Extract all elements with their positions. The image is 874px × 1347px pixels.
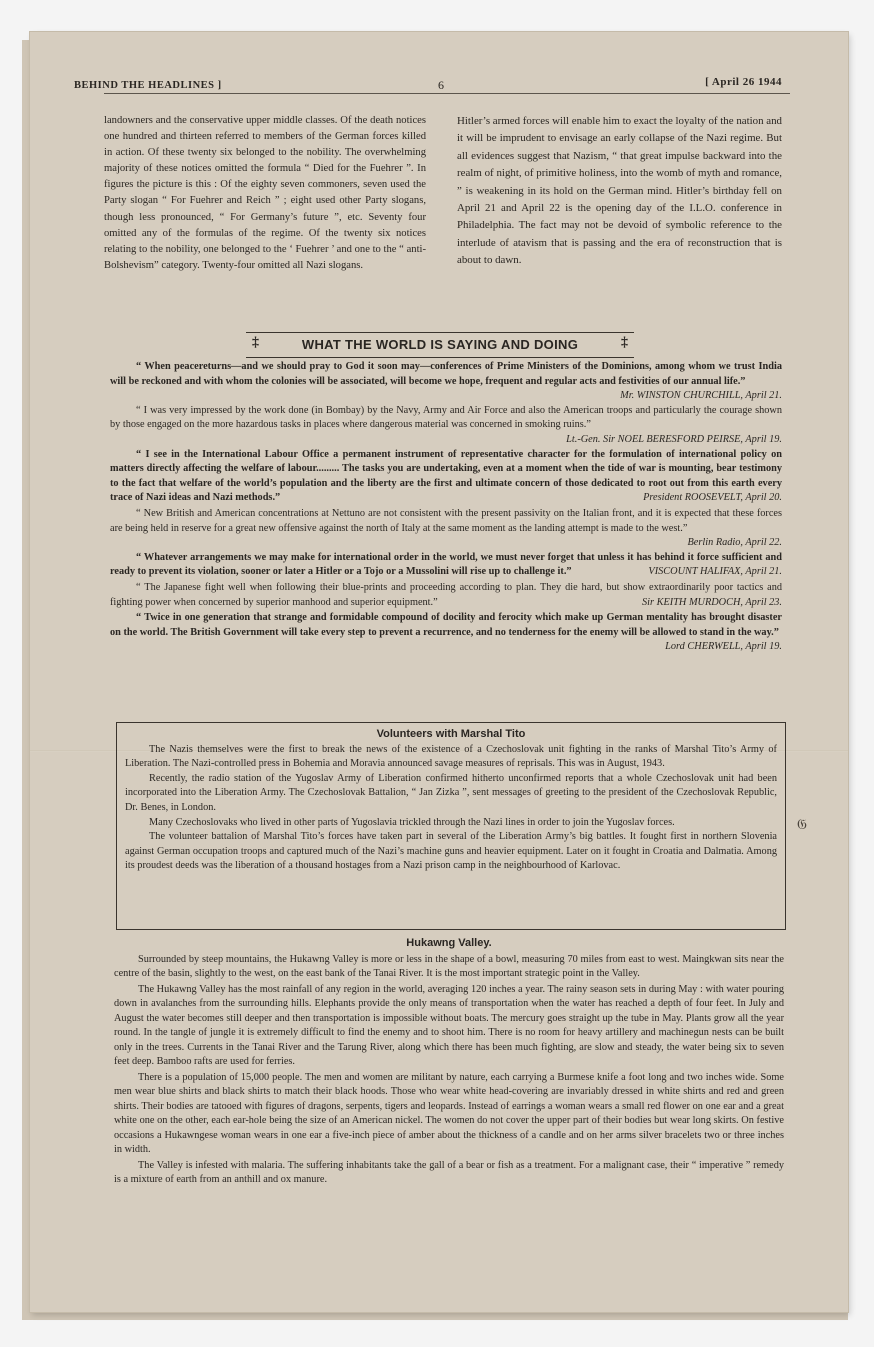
hukawng-paragraph: The Hukawng Valley has the most rainfall of any region in the world, averaging 120 inches a year. The rainy season sets in during May : with water pouring down in avalanches from the surrounding hills. Elephants provide the only means of transportation when the water has reached a depth of four feet. In July and August the water becomes still deeper and then transportation is impossible without boats. The mercury goes straight up the tube in May. Plants grow all the year round. In the tangle of jungle it is extremely difficult to find the enemy and to shoot him. There is no room for heavy artillery and machinegun nests can be built only in the trees. Currents in the Tanai River and the Tarung River, along which there has been much fighting, are slow and steady, the water being six to seven feet deep. Bamboo rafts are used for ferries. xyxy=(114,983,784,1067)
quote-roosevelt xyxy=(110,448,782,506)
section-title: WHAT THE WORLD IS SAYING AND DOING xyxy=(301,337,579,352)
page-header xyxy=(74,50,794,92)
hukawng-article xyxy=(114,936,784,1189)
quote-text: “ New British and American concentrations at Nettuno are not consistent with the present passivity on the Italian front, and it is expected that these forces are being held in reserve for a great new offensive against the north of Italy at the same moment as the landing attempt is made to the west.” xyxy=(110,507,782,534)
quote-berlin-radio xyxy=(110,507,782,549)
header-rule xyxy=(104,93,790,94)
quote-cherwell xyxy=(110,611,782,653)
quotes-section xyxy=(110,360,782,655)
dagger-right: ‡ xyxy=(621,335,628,350)
quote-murdoch xyxy=(110,581,782,610)
tito-paragraph: Recently, the radio station of the Yugoslav Army of Liberation confirmed hitherto unconfirmed reports that a whole Czechoslovak unit had been incorporated into the Liberation Army. The Czechoslovak Battalion, “ Jan Zizka ”, sent messages of greeting to the president of the Czechoslovak Republic, Dr. Benes, in London. xyxy=(125,772,777,813)
quote-text: “ I was very impressed by the work done (in Bombay) by the Navy, Army and Air Force and also the American troops and particularly the courage shown by those engaged on the more hazardous tasks in places where dangerous material was concerned in smoking ruins.” xyxy=(110,404,782,431)
hukawng-paragraph: There is a population of 15,000 people. The men and women are militant by nature, each carrying a Burmese knife a foot long and two inches wide. Some men wear blue shirts and black shirts to match their black hoods. Those who wear white head-covering are invariably dressed in white shirts and red and green shirts. Their bodies are tatooed with figures of dragons, serpents, tigers and leopards. Instead of earrings a woman wears a small red flower on one ear and a great white one on the other, each ear-hole being the size of an American nickel. The women do not cover the upper part of their bodies but wear long skirts. On festive occasions a Hukawngese woman wears in one ear a five-inch piece of amber about the thickness of a candle and on her arms silver bracelets two or three inches in width. xyxy=(114,1071,784,1155)
tito-box xyxy=(116,722,786,930)
right-column-text: Hitler’s armed forces will enable him to exact the loyalty of the nation and it will be imprudent to envisage an early collapse of the Nazi regime. But all evidences suggest that Nazism, “ that great impulse backward into the realm of night, of primitive holiness, into the womb of myth and romance, ” is weakening in its hold on the German mind. Hitler’s birthday fell on April 21 and April 22 is the opening day of the I.L.O. conference in Philadelphia. The fact may not be devoid of symbolic reference to the interlude of atavism that is passing and the era of reconstruction that is about to dawn. xyxy=(457,115,782,267)
quote-attribution: Berlin Radio, April 22. xyxy=(687,537,782,549)
quote-text: “ Twice in one generation that strange and formidable compound of docility and ferocity which make up German mentality has brought disaster on the world. The British Government will take every step to prevent a recurrence, and no tenderness for the enemy will be allowed to stand in the way.” xyxy=(110,612,782,638)
tito-paragraph: The Nazis themselves were the first to break the news of the existence of a Czechoslovak unit fighting in the ranks of Marshal Tito’s Army of Liberation. The Nazi-controlled press in Bohemia and Moravia announced savage measures of reprisals. This was in August, 1943. xyxy=(125,743,777,770)
quote-text: “ When peacereturns—and we should pray to God it soon may—conferences of Prime Ministers of the Dominions, among whom we trust India will be reckoned and with whom the colonies will be associated, will become we hope, frequent and regular acts and festivities of our annual life.” xyxy=(110,361,782,387)
quote-attribution: President ROOSEVELT, April 20. xyxy=(643,492,782,504)
quote-text: “ The Japanese fight well when following their blue-prints and proceeding according to plan. They die hard, but show extraordinarily poor tactics and fighting power when concerned by superior manhood and superior equipment.” xyxy=(110,581,782,608)
left-column xyxy=(104,113,426,274)
publication-name: BEHIND THE HEADLINES ] xyxy=(74,80,222,91)
quote-attribution: Lord CHERWELL, April 19. xyxy=(665,641,782,653)
quote-attribution: Sir KEITH MURDOCH, April 23. xyxy=(642,596,782,608)
tito-paragraph: The volunteer battalion of Marshal Tito’s forces have taken part in several of the Liberation Army’s big battles. It fought first in northern Slovenia against German occupation troops and captured much of the Nazi’s machine guns and heavier equipment. Later on it fought in Croatia and Dalmatia. Among its proudest deeds was the liberation of a thousand hostages from a Nazi prison camp in the neighbourhood of Karlovac. xyxy=(125,831,777,872)
quote-attribution: Lt.-Gen. Sir NOEL BERESFORD PEIRSE, April 19. xyxy=(566,433,782,445)
hukawng-title: Hukawng Valley. xyxy=(406,937,492,949)
quote-attribution: Mr. WINSTON CHURCHILL, April 21. xyxy=(620,390,782,402)
issue-date: [ April 26 1944 xyxy=(705,76,782,88)
quote-text: “ Whatever arrangements we may make for international order in the world, we must never forget that unless it has behind it force sufficient and ready to prevent its violation, sooner or later a Hitler or a Tojo or a Mussolini will rise up to challenge it.” xyxy=(110,551,782,578)
quote-churchill xyxy=(110,360,782,402)
quote-text: “ I see in the International Labour Office a permanent instrument of representative character for the formulation of international policy on matters directly affecting the welfare of labour......... The tasks you are undertaking, even at a moment when the tide of war is mounting, bear testimony to the fact that welfare of the world’s population and the liberty are the first and ultimate concern of those dedicated to root out from this earth every trace of Nazi ideas and Nazi methods.” xyxy=(110,448,782,504)
right-column xyxy=(457,113,782,270)
tito-paragraph: Many Czechoslovaks who lived in other parts of Yugoslavia trickled through the Nazi lines in order to join the Yugoslav forces. xyxy=(149,816,675,828)
hukawng-paragraph: The Valley is infested with malaria. The suffering inhabitants take the gall of a bear or fish as a treatment. For a malignant case, their “ imperative ” remedy is a mixture of earth from an anthill and ox manure. xyxy=(114,1159,784,1185)
quote-attribution: VISCOUNT HALIFAX, April 21. xyxy=(648,566,782,578)
left-column-text: landowners and the conservative upper middle classes. Of the death notices one hundred and thirteen referred to members of the German forces killed in action. Of these twenty six belonged to the nobility. The overwhelming majority of these notices omitted the formula “ Died for the Fuehrer ”. In figures the picture is this : Of the eighty seven commoners, seven used the Party slogan “ For Fuehrer and Reich ” ; eight used other Party slogans, though less pronounced, “ For Germany’s future ”, etc. Seventy four omitted any of the formulas of the regime. Of the twenty six notices relating to the nobility, one belonged to the ‘ Fuehrer ’ and one to the “ anti-Bolshevism” category. Twenty-four omitted all Nazi slogans. xyxy=(104,115,426,271)
quote-halifax xyxy=(110,551,782,580)
tito-box-title: Volunteers with Marshal Tito xyxy=(376,728,526,740)
dagger-left: ‡ xyxy=(252,335,259,350)
hukawng-paragraph: Surrounded by steep mountains, the Hukawng Valley is more or less in the shape of a bowl, measuring 70 miles from east to west. Maingkwan sits near the centre of the basin, slightly to the west, on the east bank of the Tanai River. It is the most important strategic point in the Valley. xyxy=(114,953,784,979)
page-number: 6 xyxy=(438,78,445,92)
section-heading xyxy=(246,332,634,358)
ink-mark: 𝔊 xyxy=(797,818,807,833)
quote-peirse xyxy=(110,404,782,445)
